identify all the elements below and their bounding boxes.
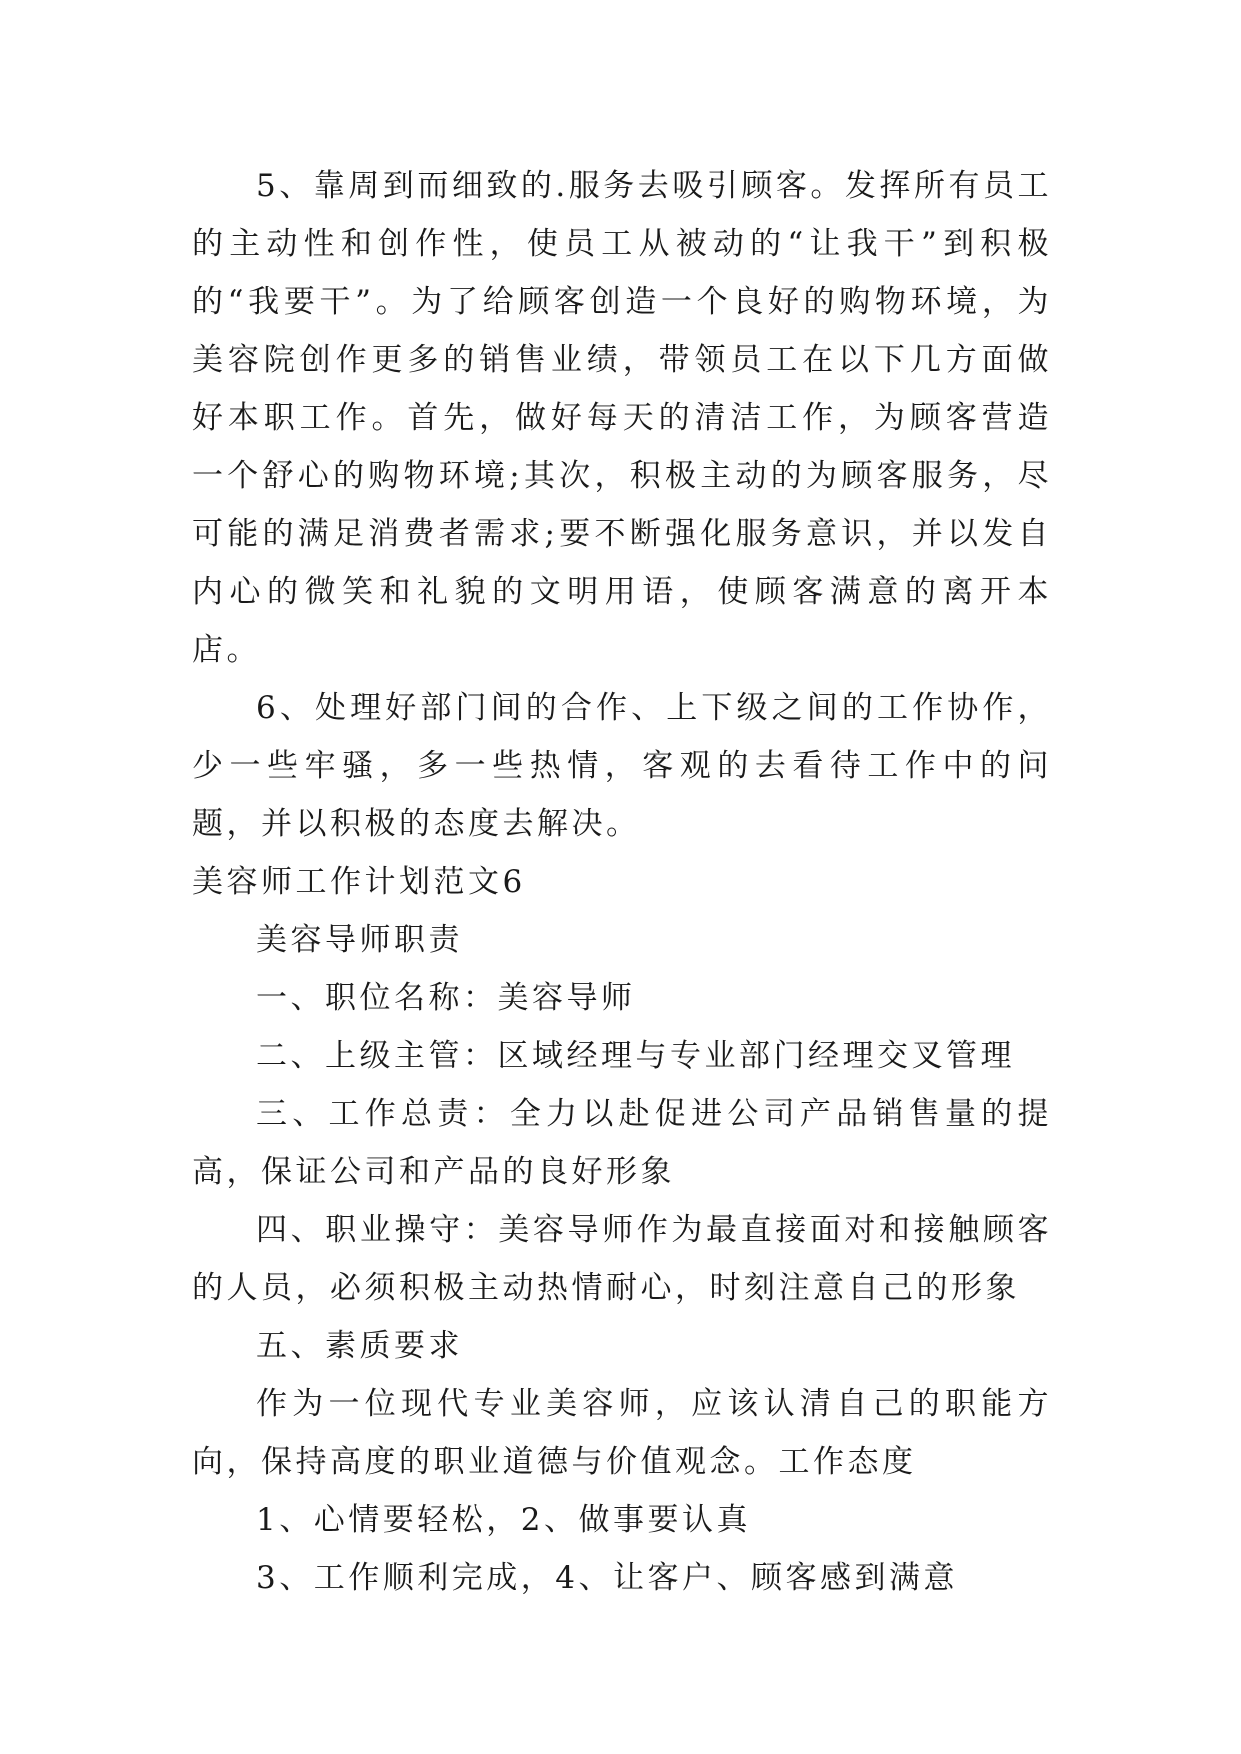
job-title-line: 一、职位名称：美容导师 (256, 980, 636, 1016)
subsection-title: 美容导师职责 (256, 922, 463, 958)
document-page (192, 157, 1052, 1607)
attitude-item-1-2: 1、心情要轻松，2、做事要认真 (256, 1502, 751, 1538)
section-heading: 美容师工作计划范文6 (192, 864, 526, 900)
quality-paragraph: 作为一位现代专业美容师，应该认清自己的职能方向，保持高度的职业道德与价值观念。工作态度 (192, 1386, 1052, 1480)
supervisor-line: 二、上级主管：区域经理与专业部门经理交叉管理 (256, 1038, 1015, 1074)
ethics-line: 四、职业操守：美容导师作为最直接面对和接触顾客的人员，必须积极主动热情耐心，时刻注意自己的形象 (192, 1212, 1052, 1306)
paragraph-item-5: 5、靠周到而细致的.服务去吸引顾客。发挥所有员工的主动性和创作性，使员工从被动的“让我干”到积极的“我要干”。为了给顾客创造一个良好的购物环境，为美容院创作更多的销售业绩，带领员工在以下几方面做好本职工作。首先，做好每天的清洁工作，为顾客营造一个舒心的购物环境;其次，积极主动的为顾客服务，尽可能的满足消费者需求;要不断强化服务意识，并以发自内心的微笑和礼貌的文明用语，使顾客满意的离开本店。 (192, 168, 1052, 668)
responsibility-line: 三、工作总责：全力以赴促进公司产品销售量的提高，保证公司和产品的良好形象 (192, 1096, 1052, 1190)
attitude-item-3-4: 3、工作顺利完成，4、让客户、顾客感到满意 (256, 1560, 958, 1596)
paragraph-item-6: 6、处理好部门间的合作、上下级之间的工作协作，少一些牢骚，多一些热情，客观的去看待工作中的问题，并以积极的态度去解决。 (192, 690, 1052, 842)
quality-heading: 五、素质要求 (256, 1328, 463, 1364)
